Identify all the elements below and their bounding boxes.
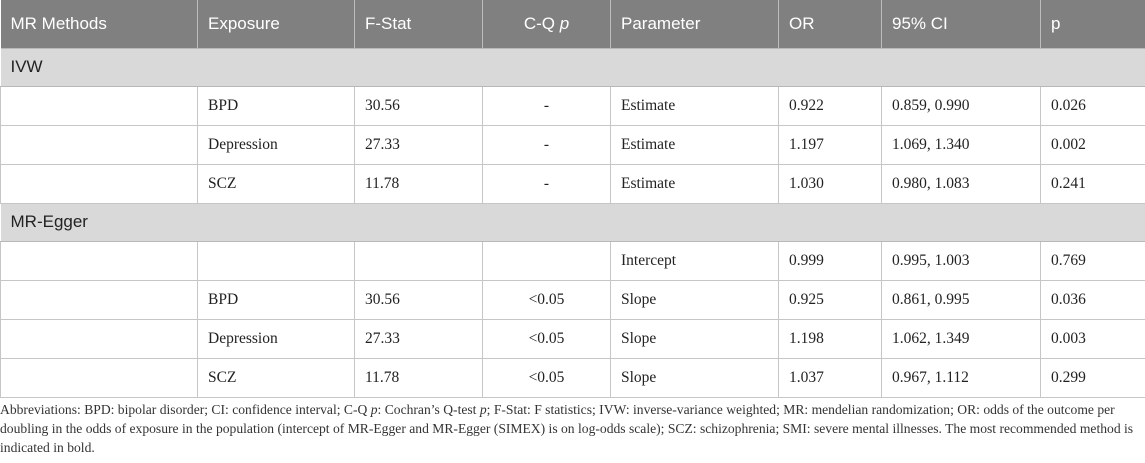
cell-exposure: BPD [198, 86, 355, 125]
cell-or: 0.925 [779, 280, 882, 319]
cell-p: 0.241 [1041, 164, 1145, 203]
table-row [1, 358, 1145, 397]
cell-method [1, 86, 198, 125]
cell-f-stat: 30.56 [355, 280, 483, 319]
header-cq-p-label: p [559, 13, 570, 33]
cell-or: 1.198 [779, 319, 882, 358]
cell-method [1, 358, 198, 397]
table-row [1, 319, 1145, 358]
table-body [1, 48, 1145, 397]
cell-method [1, 280, 198, 319]
cell-95-ci: 0.967, 1.112 [882, 358, 1041, 397]
cell-cq-p [483, 241, 611, 280]
footnote-text-3: ; F-Stat: F statistics; IVW: inverse-variance weighted; MR: mendelian randomization; OR: odds of the outcome per doubling in the odds of exposure in the population (intercept of MR-Egger and MR-Egger (SIMEX) is on log-odds scale); SCZ: schizophrenia; SMI: severe mental illnesses. The most recommended method is indicated in bold. [0, 402, 1134, 455]
header-p: p [1041, 0, 1145, 48]
cell-or: 1.197 [779, 125, 882, 164]
cell-p: 0.002 [1041, 125, 1145, 164]
table-row [1, 280, 1145, 319]
cell-95-ci: 1.069, 1.340 [882, 125, 1041, 164]
cell-method [1, 164, 198, 203]
cell-or: 0.922 [779, 86, 882, 125]
cell-exposure: Depression [198, 125, 355, 164]
cell-parameter: Estimate [611, 125, 779, 164]
table-row [1, 164, 1145, 203]
header-parameter: Parameter [611, 0, 779, 48]
table-footnote [0, 400, 1140, 457]
cell-parameter: Slope [611, 319, 779, 358]
cell-f-stat: 11.78 [355, 164, 483, 203]
group-label: MR-Egger [1, 203, 1145, 241]
header-f-stat: F-Stat [355, 0, 483, 48]
group-label: IVW [1, 48, 1145, 86]
cell-or: 1.037 [779, 358, 882, 397]
cell-cq-p: <0.05 [483, 319, 611, 358]
cell-parameter: Estimate [611, 164, 779, 203]
cell-parameter: Slope [611, 358, 779, 397]
header-row [1, 0, 1145, 48]
header-mr-methods: MR Methods [1, 0, 198, 48]
footnote-text-2: : Cochran’s Q-test [377, 402, 480, 417]
header-95-ci: 95% CI [882, 0, 1041, 48]
cell-exposure [198, 241, 355, 280]
table-row [1, 86, 1145, 125]
cell-95-ci: 0.859, 0.990 [882, 86, 1041, 125]
cell-exposure: Depression [198, 319, 355, 358]
group-row [1, 48, 1145, 86]
header-exposure: Exposure [198, 0, 355, 48]
cell-cq-p: - [483, 125, 611, 164]
group-row [1, 203, 1145, 241]
footnote-p-1: p [370, 402, 378, 417]
cell-or: 1.030 [779, 164, 882, 203]
cell-p: 0.003 [1041, 319, 1145, 358]
cell-95-ci: 1.062, 1.349 [882, 319, 1041, 358]
footnote-text-1: Abbreviations: BPD: bipolar disorder; CI: confidence interval; C-Q [0, 402, 371, 417]
cell-f-stat: 27.33 [355, 319, 483, 358]
cell-method [1, 319, 198, 358]
table-header [1, 0, 1145, 48]
table-row [1, 125, 1145, 164]
cell-cq-p: <0.05 [483, 358, 611, 397]
cell-exposure: SCZ [198, 164, 355, 203]
cell-p: 0.769 [1041, 241, 1145, 280]
cell-exposure: BPD [198, 280, 355, 319]
table-row [1, 241, 1145, 280]
cell-cq-p: <0.05 [483, 280, 611, 319]
cell-f-stat [355, 241, 483, 280]
header-or: OR [779, 0, 882, 48]
header-cq-label: C-Q [523, 13, 555, 33]
cell-parameter: Intercept [611, 241, 779, 280]
cell-exposure: SCZ [198, 358, 355, 397]
cell-or: 0.999 [779, 241, 882, 280]
cell-p: 0.299 [1041, 358, 1145, 397]
cell-cq-p: - [483, 86, 611, 125]
cell-method [1, 241, 198, 280]
cell-parameter: Estimate [611, 86, 779, 125]
cell-cq-p: - [483, 164, 611, 203]
cell-95-ci: 0.861, 0.995 [882, 280, 1041, 319]
header-cq-p [483, 0, 611, 48]
cell-p: 0.036 [1041, 280, 1145, 319]
cell-f-stat: 11.78 [355, 358, 483, 397]
footnote-p-2: p [479, 402, 487, 417]
cell-95-ci: 0.995, 1.003 [882, 241, 1041, 280]
cell-method [1, 125, 198, 164]
cell-f-stat: 27.33 [355, 125, 483, 164]
cell-p: 0.026 [1041, 86, 1145, 125]
cell-f-stat: 30.56 [355, 86, 483, 125]
cell-95-ci: 0.980, 1.083 [882, 164, 1041, 203]
cell-parameter: Slope [611, 280, 779, 319]
